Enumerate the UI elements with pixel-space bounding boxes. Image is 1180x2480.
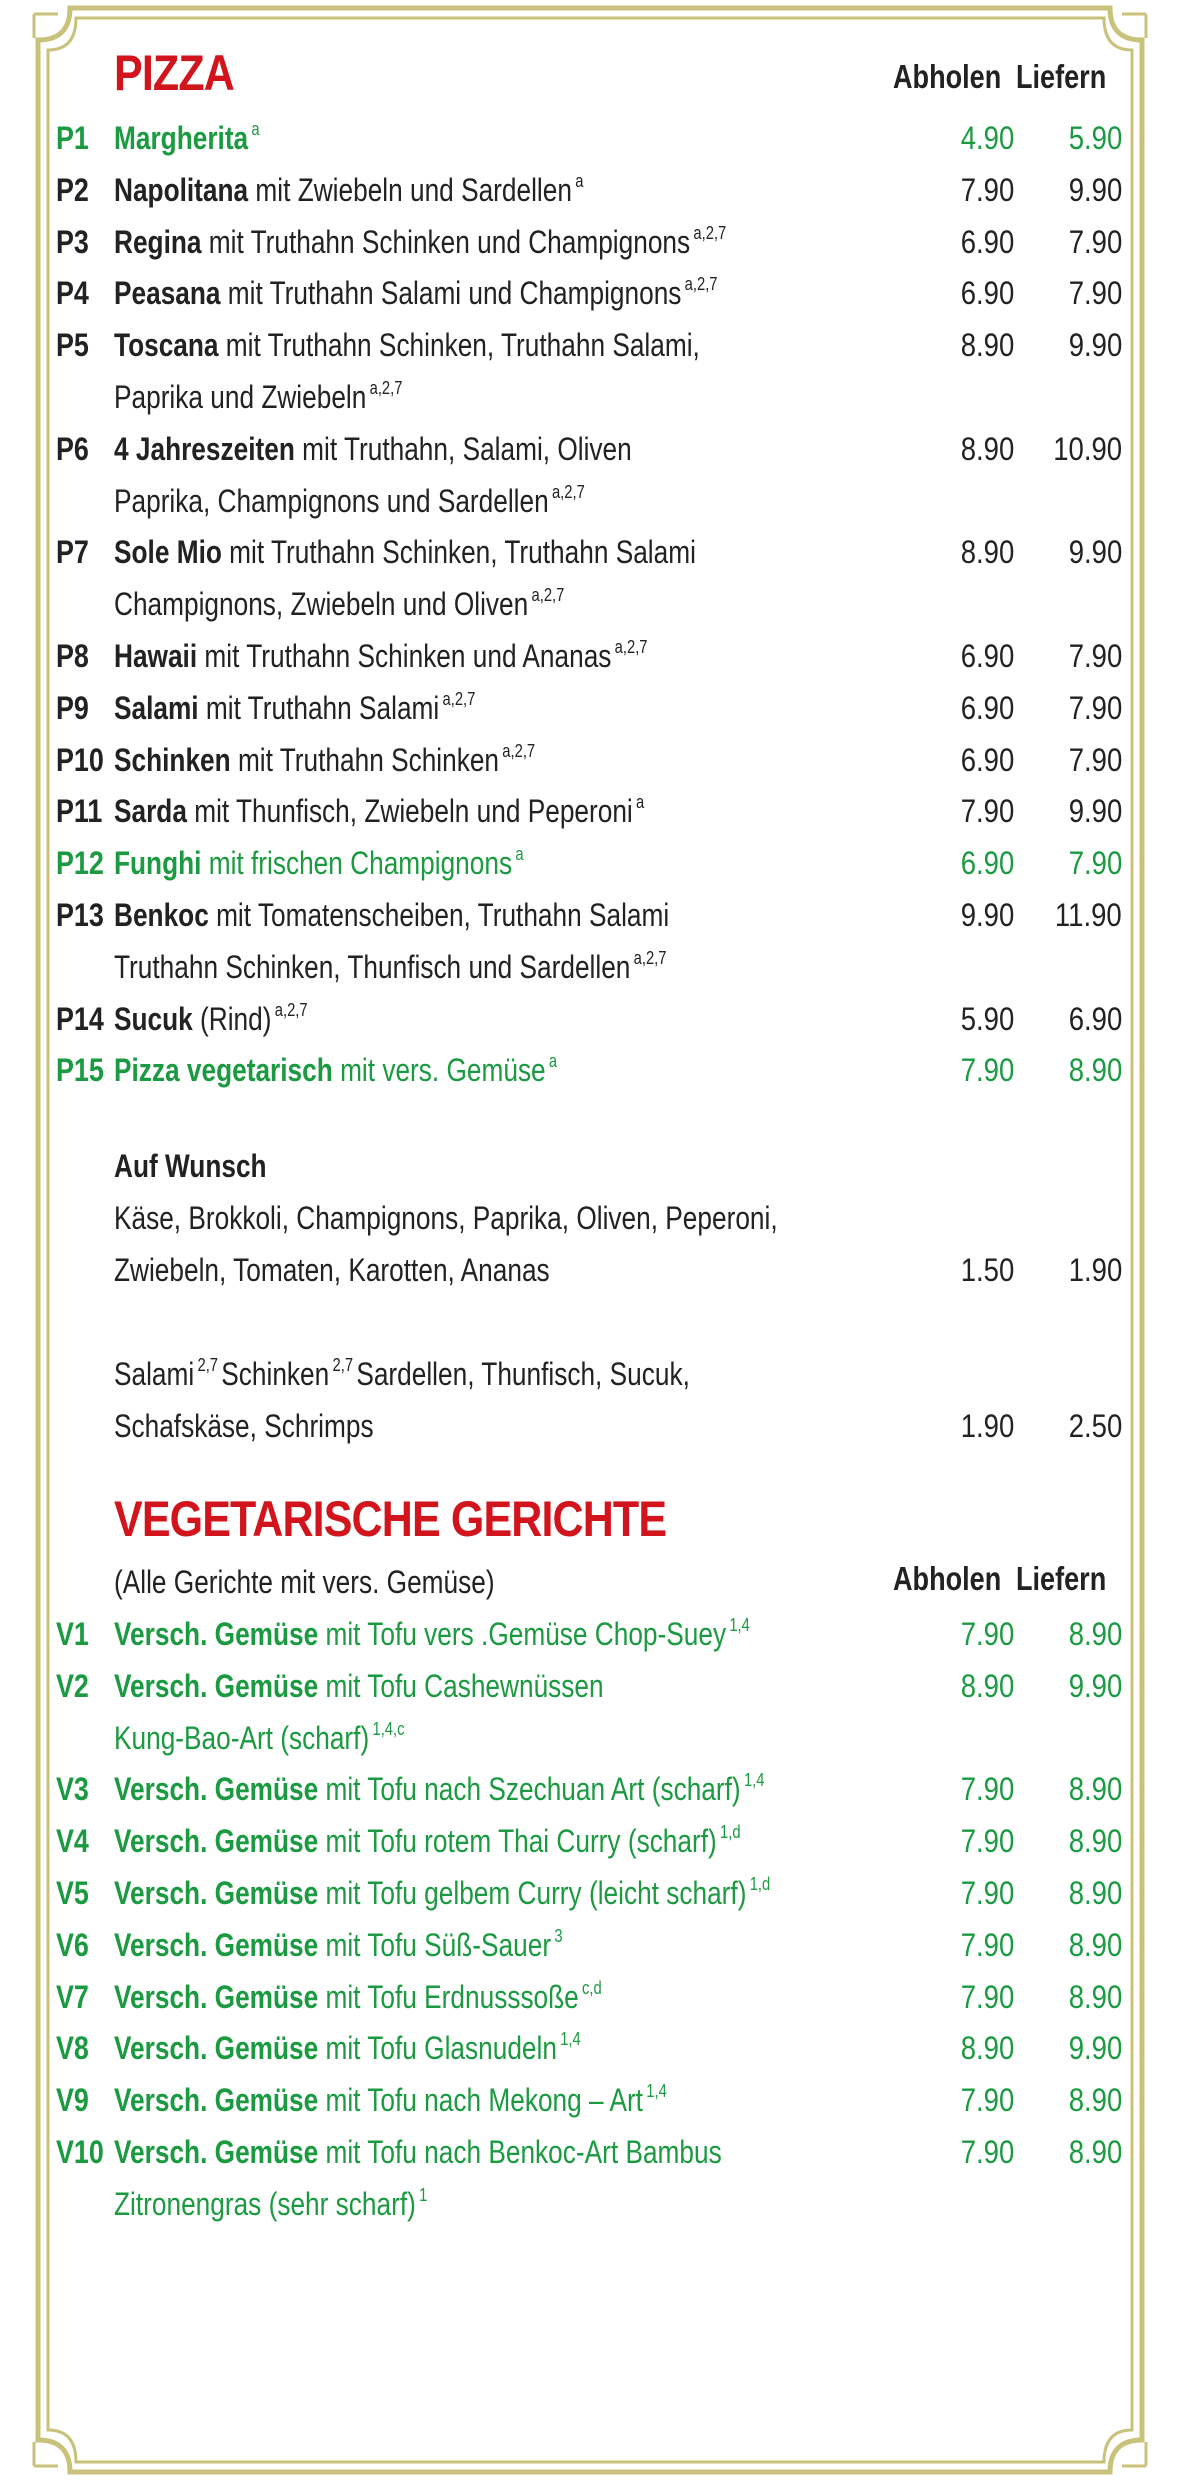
allergen-note: a bbox=[515, 844, 524, 864]
item-name: Pizza vegetarisch bbox=[114, 1052, 333, 1088]
item-code: V2 bbox=[56, 1668, 89, 1704]
veg-col-pickup: Abholen bbox=[893, 1560, 1002, 1597]
item-name: Versch. Gemüse bbox=[114, 2082, 319, 2118]
item-description-continued bbox=[114, 371, 406, 423]
menu-item-row bbox=[0, 112, 1180, 164]
menu-item-row bbox=[0, 1815, 1180, 1867]
allergen-note: c,d bbox=[582, 1978, 602, 1998]
item-detail: mit Tofu nach Mekong – Art bbox=[325, 2082, 643, 2118]
item-description bbox=[114, 785, 644, 837]
item-code: P15 bbox=[56, 1052, 104, 1088]
price-delivery: 8.90 bbox=[1068, 1875, 1122, 1911]
item-code: V5 bbox=[56, 1875, 89, 1911]
item-description bbox=[114, 2074, 667, 2126]
price-pickup: 7.90 bbox=[960, 1823, 1014, 1859]
price-delivery: 8.90 bbox=[1068, 1979, 1122, 2015]
veg-heading: VEGETARISCHE GERICHTE bbox=[114, 1491, 667, 1547]
extras-price2-delivery: 2.50 bbox=[1068, 1408, 1122, 1444]
allergen-note: a,2,7 bbox=[274, 1000, 308, 1020]
allergen-note: a bbox=[251, 119, 260, 139]
allergen-note: a bbox=[548, 1051, 558, 1071]
price-pickup: 9.90 bbox=[960, 897, 1014, 933]
price-pickup: 7.90 bbox=[960, 1927, 1014, 1963]
price-delivery: 9.90 bbox=[1068, 327, 1122, 363]
veg-col-delivery: Liefern bbox=[1016, 1560, 1107, 1597]
extras-title: Auf Wunsch bbox=[114, 1148, 267, 1184]
item-code: P2 bbox=[56, 172, 89, 208]
item-description bbox=[114, 267, 718, 319]
menu-item-row bbox=[0, 1867, 1180, 1919]
item-code: V7 bbox=[56, 1979, 89, 2015]
item-description-continued bbox=[114, 578, 568, 630]
menu-item-row bbox=[0, 526, 1180, 578]
item-code: P9 bbox=[56, 690, 89, 726]
item-code: V3 bbox=[56, 1771, 89, 1807]
item-code: P12 bbox=[56, 845, 104, 881]
item-code: P5 bbox=[56, 327, 89, 363]
extras-price1-delivery: 1.90 bbox=[1068, 1252, 1122, 1288]
price-pickup: 7.90 bbox=[960, 1875, 1014, 1911]
item-detail: mit Tofu nach Benkoc-Art Bambus bbox=[325, 2134, 722, 2170]
item-name: Benkoc bbox=[114, 897, 209, 933]
allergen-note: 3 bbox=[554, 1926, 563, 1946]
item-name: Sarda bbox=[114, 793, 187, 829]
item-code: P13 bbox=[56, 897, 104, 933]
item-name: Versch. Gemüse bbox=[114, 1927, 319, 1963]
price-pickup: 7.90 bbox=[960, 1771, 1014, 1807]
price-pickup: 8.90 bbox=[960, 534, 1014, 570]
item-description bbox=[114, 216, 726, 268]
item-description bbox=[114, 734, 535, 786]
price-delivery: 9.90 bbox=[1068, 1668, 1122, 1704]
item-name: Salami bbox=[114, 690, 199, 726]
price-pickup: 8.90 bbox=[960, 327, 1014, 363]
pizza-col-delivery: Liefern bbox=[1016, 58, 1107, 95]
allergen-note: a,2,7 bbox=[693, 223, 727, 243]
item-name: Toscana bbox=[114, 327, 219, 363]
menu-item-row bbox=[0, 164, 1180, 216]
item-code: V9 bbox=[56, 2082, 89, 2118]
allergen-note: 1,4 bbox=[729, 1615, 750, 1635]
menu-item-row bbox=[0, 1608, 1180, 1660]
item-name: Napolitana bbox=[114, 172, 249, 208]
item-code: V1 bbox=[56, 1616, 89, 1652]
item-name: Schinken bbox=[114, 742, 231, 778]
price-delivery: 8.90 bbox=[1068, 2082, 1122, 2118]
allergen-note: a bbox=[636, 792, 645, 812]
price-pickup: 7.90 bbox=[960, 2082, 1014, 2118]
price-pickup: 6.90 bbox=[960, 845, 1014, 881]
veg-subtitle: (Alle Gerichte mit vers. Gemüse) bbox=[114, 1564, 495, 1600]
item-detail: mit Tomatenscheiben, Truthahn Salami bbox=[216, 897, 670, 933]
price-pickup: 6.90 bbox=[960, 690, 1014, 726]
item-description bbox=[114, 682, 475, 734]
item-code: P3 bbox=[56, 224, 89, 260]
item-description bbox=[114, 112, 260, 164]
menu-item-row bbox=[0, 2126, 1180, 2178]
item-description bbox=[114, 164, 583, 216]
menu-item-row bbox=[0, 267, 1180, 319]
price-pickup: 5.90 bbox=[960, 1001, 1014, 1037]
price-delivery: 8.90 bbox=[1068, 1927, 1122, 1963]
menu-item-row bbox=[0, 1919, 1180, 1971]
item-description bbox=[114, 630, 648, 682]
item-description bbox=[114, 526, 696, 578]
extras-line1: Käse, Brokkoli, Champignons, Paprika, Oliven, Peperoni, bbox=[114, 1200, 778, 1236]
allergen-note: 1,4 bbox=[646, 2081, 667, 2101]
extras-line2-row bbox=[0, 1244, 1180, 1296]
item-description bbox=[114, 1044, 557, 1096]
menu-item-row bbox=[0, 1660, 1180, 1712]
item-name: Sucuk bbox=[114, 1001, 193, 1037]
allergen-note: a,2,7 bbox=[551, 482, 585, 502]
item-code: V8 bbox=[56, 2030, 89, 2066]
item-detail: mit Tofu Cashewnüssen bbox=[325, 1668, 604, 1704]
item-description bbox=[114, 319, 700, 371]
item-name: Sole Mio bbox=[114, 534, 222, 570]
item-detail: mit Tofu Glasnudeln bbox=[325, 2030, 557, 2066]
price-delivery: 5.90 bbox=[1068, 120, 1122, 156]
item-detail: mit Truthahn Schinken, Truthahn Salami bbox=[229, 534, 696, 570]
allergen-note: a,2,7 bbox=[614, 637, 648, 657]
allergen-note: 1 bbox=[419, 2185, 428, 2205]
price-delivery: 7.90 bbox=[1068, 690, 1122, 726]
extras-line2: Zwiebeln, Tomaten, Karotten, Ananas bbox=[114, 1252, 550, 1288]
item-description-continued bbox=[114, 941, 670, 993]
item-description-continued bbox=[114, 2178, 431, 2230]
item-detail: mit Tofu rotem Thai Curry (scharf) bbox=[325, 1823, 717, 1859]
item-detail-line2: Paprika, Champignons und Sardellen bbox=[114, 483, 549, 519]
item-name: Margherita bbox=[114, 120, 249, 156]
allergen-note: a,2,7 bbox=[531, 585, 565, 605]
item-description bbox=[114, 1867, 770, 1919]
allergen-note: a,2,7 bbox=[369, 378, 403, 398]
item-detail-line2: Truthahn Schinken, Thunfisch und Sardellen bbox=[114, 949, 631, 985]
item-description bbox=[114, 1763, 764, 1815]
price-delivery: 8.90 bbox=[1068, 1052, 1122, 1088]
price-delivery: 8.90 bbox=[1068, 1616, 1122, 1652]
extras-line4: Schafskäse, Schrimps bbox=[114, 1408, 374, 1444]
price-pickup: 6.90 bbox=[960, 224, 1014, 260]
price-pickup: 8.90 bbox=[960, 431, 1014, 467]
item-description bbox=[114, 837, 524, 889]
item-detail: mit Tofu Erdnusssoße bbox=[325, 1979, 579, 2015]
item-code: P6 bbox=[56, 431, 89, 467]
item-detail-line2: Zitronengras (sehr scharf) bbox=[114, 2186, 416, 2222]
item-name: Versch. Gemüse bbox=[114, 1668, 319, 1704]
item-detail: mit Truthahn Schinken und Ananas bbox=[204, 638, 612, 674]
item-detail: mit Truthahn, Salami, Oliven bbox=[302, 431, 632, 467]
allergen-note: a bbox=[575, 171, 584, 191]
item-detail: mit Truthahn Salami und Champignons bbox=[227, 275, 682, 311]
price-delivery: 8.90 bbox=[1068, 2134, 1122, 2170]
allergen-note: a,2,7 bbox=[684, 274, 718, 294]
item-description bbox=[114, 1660, 604, 1712]
price-delivery: 9.90 bbox=[1068, 2030, 1122, 2066]
item-name: Versch. Gemüse bbox=[114, 1979, 319, 2015]
item-name: Versch. Gemüse bbox=[114, 1771, 319, 1807]
item-detail: (Rind) bbox=[200, 1001, 272, 1037]
price-delivery: 8.90 bbox=[1068, 1771, 1122, 1807]
item-detail: mit frischen Champignons bbox=[208, 845, 513, 881]
item-name: Versch. Gemüse bbox=[114, 2030, 319, 2066]
item-description bbox=[114, 423, 632, 475]
price-pickup: 8.90 bbox=[960, 2030, 1014, 2066]
price-pickup: 6.90 bbox=[960, 638, 1014, 674]
item-code: P14 bbox=[56, 1001, 104, 1037]
price-delivery: 7.90 bbox=[1068, 224, 1122, 260]
price-pickup: 7.90 bbox=[960, 793, 1014, 829]
allergen-note: 1,4 bbox=[743, 1770, 765, 1790]
item-detail: mit Truthahn Schinken, Truthahn Salami, bbox=[225, 327, 700, 363]
item-detail: mit Truthahn Schinken und Champignons bbox=[208, 224, 691, 260]
menu-item-row bbox=[0, 630, 1180, 682]
price-delivery: 7.90 bbox=[1068, 275, 1122, 311]
menu-item-row bbox=[0, 785, 1180, 837]
menu-item-row bbox=[0, 993, 1180, 1045]
menu-item-row bbox=[0, 2074, 1180, 2126]
allergen-note: 1,4,c bbox=[372, 1719, 405, 1739]
item-code: P4 bbox=[56, 275, 89, 311]
item-name: Peasana bbox=[114, 275, 221, 311]
item-code: P8 bbox=[56, 638, 89, 674]
price-delivery: 9.90 bbox=[1068, 172, 1122, 208]
price-pickup: 6.90 bbox=[960, 742, 1014, 778]
price-pickup: 6.90 bbox=[960, 275, 1014, 311]
price-pickup: 8.90 bbox=[960, 1668, 1014, 1704]
pizza-heading: PIZZA bbox=[114, 45, 234, 101]
item-detail-line2: Kung-Bao-Art (scharf) bbox=[114, 1720, 370, 1756]
extras-line4-row bbox=[0, 1400, 1180, 1452]
menu-item-row bbox=[0, 734, 1180, 786]
price-delivery: 9.90 bbox=[1068, 793, 1122, 829]
item-name: Versch. Gemüse bbox=[114, 1823, 319, 1859]
item-code: P10 bbox=[56, 742, 104, 778]
allergen-note: a,2,7 bbox=[442, 689, 476, 709]
item-detail-line2: Paprika und Zwiebeln bbox=[114, 379, 367, 415]
price-delivery: 7.90 bbox=[1068, 638, 1122, 674]
item-name: Versch. Gemüse bbox=[114, 1616, 319, 1652]
item-detail: mit vers. Gemüse bbox=[340, 1052, 546, 1088]
price-pickup: 7.90 bbox=[960, 1979, 1014, 2015]
item-detail-line2: Champignons, Zwiebeln und Oliven bbox=[114, 586, 529, 622]
item-description bbox=[114, 2126, 722, 2178]
item-description bbox=[114, 889, 669, 941]
extras-line3: Salami $^{2,7}$ Schinken $^{2,7}$ Sardellen, Thunfisch, Sucuk, bbox=[114, 1355, 690, 1392]
menu-item-row bbox=[0, 889, 1180, 941]
item-detail: mit Tofu gelbem Curry (leicht scharf) bbox=[325, 1875, 747, 1911]
item-code: P7 bbox=[56, 534, 89, 570]
price-delivery: 8.90 bbox=[1068, 1823, 1122, 1859]
item-detail: mit Tofu nach Szechuan Art (scharf) bbox=[325, 1771, 741, 1807]
allergen-note: a,2,7 bbox=[633, 948, 667, 968]
extras-price1-pickup: 1.50 bbox=[960, 1252, 1014, 1288]
item-detail: mit Tofu Süß-Sauer bbox=[325, 1927, 552, 1963]
price-delivery: 11.90 bbox=[1055, 897, 1122, 933]
menu-item-row bbox=[0, 837, 1180, 889]
allergen-note: 1,4 bbox=[560, 2029, 581, 2049]
item-name: Versch. Gemüse bbox=[114, 1875, 319, 1911]
item-name: Funghi bbox=[114, 845, 202, 881]
extras-price2-pickup: 1.90 bbox=[960, 1408, 1014, 1444]
item-code: P1 bbox=[56, 120, 89, 156]
item-description-continued bbox=[114, 1712, 408, 1764]
item-description bbox=[114, 1815, 741, 1867]
menu-item-row bbox=[0, 423, 1180, 475]
price-pickup: 7.90 bbox=[960, 1616, 1014, 1652]
price-delivery: 7.90 bbox=[1068, 845, 1122, 881]
item-name: Versch. Gemüse bbox=[114, 2134, 319, 2170]
price-pickup: 7.90 bbox=[960, 172, 1014, 208]
item-name: Regina bbox=[114, 224, 202, 260]
menu-item-row bbox=[0, 1763, 1180, 1815]
item-description-continued bbox=[114, 475, 588, 527]
allergen-note: 1,d bbox=[749, 1874, 771, 1894]
price-delivery: 7.90 bbox=[1068, 742, 1122, 778]
price-pickup: 7.90 bbox=[960, 2134, 1014, 2170]
menu-item-row bbox=[0, 1971, 1180, 2023]
menu-item-row bbox=[0, 2022, 1180, 2074]
item-code: P11 bbox=[56, 793, 103, 829]
allergen-note: 1,d bbox=[720, 1822, 741, 1842]
price-delivery: 10.90 bbox=[1053, 431, 1122, 467]
item-name: 4 Jahreszeiten bbox=[114, 431, 295, 467]
item-name: Hawaii bbox=[114, 638, 198, 674]
item-detail: mit Thunfisch, Zwiebeln und Peperoni bbox=[194, 793, 633, 829]
menu-item-row bbox=[0, 682, 1180, 734]
item-description bbox=[114, 2022, 581, 2074]
price-pickup: 7.90 bbox=[960, 1052, 1014, 1088]
allergen-note: a,2,7 bbox=[502, 741, 536, 761]
item-detail: mit Truthahn Salami bbox=[205, 690, 440, 726]
pizza-col-pickup: Abholen bbox=[893, 58, 1002, 95]
price-pickup: 4.90 bbox=[960, 120, 1014, 156]
price-delivery: 6.90 bbox=[1068, 1001, 1122, 1037]
item-description bbox=[114, 1971, 602, 2023]
item-code: V6 bbox=[56, 1927, 89, 1963]
item-description bbox=[114, 1919, 563, 1971]
item-code: V4 bbox=[56, 1823, 89, 1859]
item-description bbox=[114, 993, 308, 1045]
item-description bbox=[114, 1608, 750, 1660]
menu-item-row bbox=[0, 216, 1180, 268]
menu-item-row bbox=[0, 1044, 1180, 1096]
item-detail: mit Truthahn Schinken bbox=[237, 742, 500, 778]
menu-item-row bbox=[0, 319, 1180, 371]
item-detail: mit Tofu vers .Gemüse Chop-Suey bbox=[325, 1616, 727, 1652]
price-delivery: 9.90 bbox=[1068, 534, 1122, 570]
item-detail: mit Zwiebeln und Sardellen bbox=[255, 172, 572, 208]
item-code: V10 bbox=[56, 2134, 104, 2170]
